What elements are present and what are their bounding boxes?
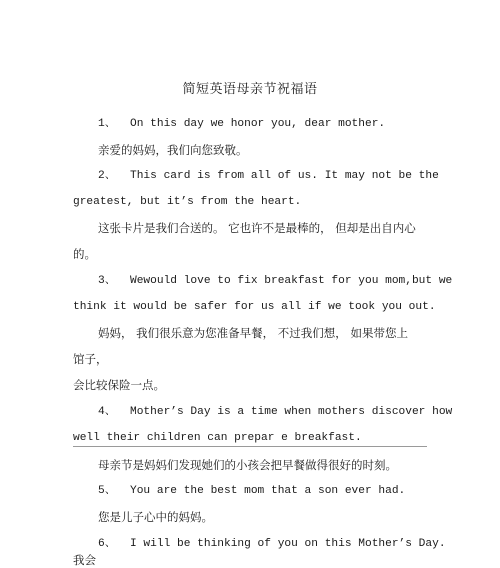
item-1-chinese-line-1: 亲爱的妈妈，我们向您致敬。 <box>98 143 248 157</box>
item-6-chinese-line-1: 我会 <box>73 553 96 567</box>
item-1-english <box>98 117 385 131</box>
item-6-chinese-cutoff <box>73 553 103 567</box>
item-3-english <box>98 274 452 288</box>
item-3-chinese-line-2: 馆子， <box>73 352 108 366</box>
item-2-chinese-line-2: 的。 <box>73 247 96 261</box>
item-2-number: 2、 <box>98 170 116 182</box>
item-5-english <box>98 484 405 498</box>
item-2-english-line-1: This card is from all of us. It may not be the <box>130 170 439 182</box>
item-1-number: 1、 <box>98 118 116 130</box>
item-5-english-line-1: You are the best mom that a son ever had. <box>130 485 406 497</box>
item-3-english-line-1: Wewould love to fix breakfast for you mom,but we <box>130 275 453 287</box>
item-6-english-line-1: I will be thinking of you on this Mother’s Day. <box>130 538 446 550</box>
item-3-english-line-2: think it would be safer for us all if we took you out. <box>73 301 436 313</box>
item-4-english <box>98 405 452 419</box>
item-4-english-line-1: Mother’s Day is a time when mothers discover how <box>130 406 453 418</box>
item-5-chinese-line-1: 您是儿子心中的妈妈。 <box>98 510 213 524</box>
item-4-english-line-2: well their children can prepar e breakfast. <box>73 432 362 444</box>
item-3-number: 3、 <box>98 275 116 287</box>
item-4-chinese-line-1: 母亲节是妈妈们发现她们的小孩会把早餐做得很好的时刻。 <box>98 458 397 472</box>
item-2-english <box>98 169 439 183</box>
horizontal-rule <box>73 446 427 447</box>
item-1-english-line-1: On this day we honor you, dear mother. <box>130 118 386 130</box>
item-3-chinese-line-1: 妈妈， 我们很乐意为您准备早餐， 不过我们想， 如果带您上 <box>98 326 408 340</box>
item-4-number: 4、 <box>98 406 116 418</box>
item-5-number: 5、 <box>98 485 116 497</box>
document-title: 简短英语母亲节祝福语 <box>182 82 318 97</box>
item-6-number: 6、 <box>98 538 116 550</box>
item-2-chinese-line-1: 这张卡片是我们合送的。 它也许不是最棒的， 但却是出自内心 <box>98 221 416 235</box>
item-2-english-line-2: greatest, but it’s from the heart. <box>73 196 302 208</box>
item-6-english <box>98 537 446 551</box>
item-3-chinese-line-3: 会比较保险一点。 <box>73 378 165 392</box>
